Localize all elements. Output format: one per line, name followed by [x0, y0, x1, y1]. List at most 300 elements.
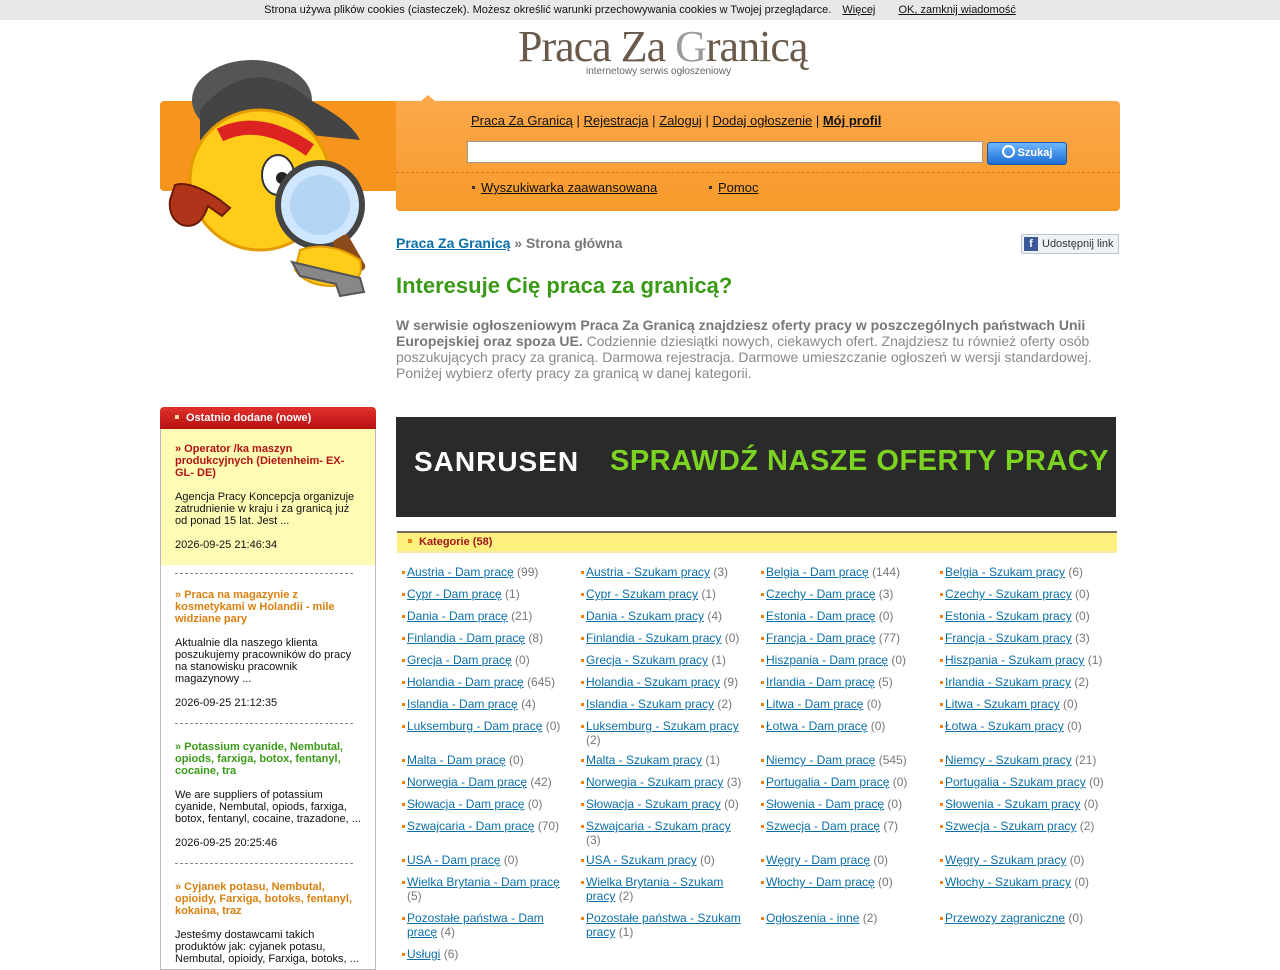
category-item: [766, 653, 931, 667]
category-count: (3): [713, 565, 729, 579]
category-count: (0): [878, 875, 893, 889]
category-item: [586, 631, 748, 645]
bullet-icon: [581, 725, 584, 728]
category-link[interactable]: Hiszpania - Szukam pracy: [945, 653, 1085, 667]
bullet-icon: [402, 615, 405, 618]
breadcrumb-current: » Strona główna: [514, 235, 623, 251]
category-count: (2): [862, 911, 878, 925]
banner-cta: SPRAWDŹ NASZE OFERTY PRACY: [610, 445, 1110, 477]
bullet-icon: [761, 703, 764, 706]
header-divider: [396, 172, 1120, 173]
bullet-icon: [402, 759, 405, 762]
recent-post-date: 2026-09-25 20:25:46: [175, 837, 278, 849]
category-link[interactable]: Niemcy - Szukam pracy: [945, 753, 1072, 767]
category-count: (0): [724, 797, 739, 811]
category-count: (3): [726, 775, 742, 789]
category-link[interactable]: Ogłoszenia - inne: [766, 911, 860, 925]
category-count: (21): [511, 609, 533, 623]
category-item: [586, 719, 748, 747]
category-count: (0): [870, 719, 886, 733]
category-item: [766, 609, 931, 623]
category-item: [945, 797, 1115, 811]
category-link[interactable]: Słowacja - Szukam pracy: [586, 797, 721, 811]
category-count: (0): [866, 697, 882, 711]
bullet-icon: [761, 781, 764, 784]
category-item: [407, 911, 572, 939]
category-count: (144): [872, 565, 901, 579]
category-link[interactable]: Francja - Szukam pracy: [945, 631, 1072, 645]
category-count: (2): [586, 733, 601, 747]
category-item: [586, 609, 748, 623]
category-count: (0): [545, 719, 561, 733]
category-item: [945, 819, 1115, 833]
category-link[interactable]: Węgry - Szukam pracy: [945, 853, 1067, 867]
category-count: (0): [1083, 797, 1099, 811]
category-count: (1): [705, 753, 721, 767]
bullet-icon: [402, 593, 405, 596]
category-link[interactable]: Węgry - Dam pracę: [766, 853, 871, 867]
category-link[interactable]: Dania - Szukam pracy: [586, 609, 705, 623]
category-item: [766, 853, 931, 867]
bullet-icon: [581, 637, 584, 640]
category-item: [766, 697, 931, 711]
category-item: [945, 587, 1115, 601]
category-count: (3): [878, 587, 894, 601]
recent-post-title[interactable]: » Praca na magazynie z kosmetykami w Holandii - mile widziane pary: [175, 589, 335, 625]
category-count: (42): [530, 775, 552, 789]
breadcrumb: [396, 235, 622, 251]
logo-part2: G: [675, 22, 706, 71]
category-item: [766, 631, 931, 645]
category-link[interactable]: Wielka Brytania - Dam pracę: [407, 875, 560, 889]
category-count: (70): [537, 819, 560, 833]
bullet-icon: [472, 186, 475, 189]
category-item: [766, 911, 931, 925]
category-count: (2): [1074, 675, 1090, 689]
cookie-bar: [0, 0, 1280, 20]
category-link[interactable]: Norwegia - Szukam pracy: [586, 775, 724, 789]
category-count: (9): [723, 675, 739, 689]
category-count: (0): [878, 609, 894, 623]
banner-brand: SANRUSEN: [414, 446, 580, 477]
category-item: [407, 875, 572, 903]
category-link[interactable]: Przewozy zagraniczne: [945, 911, 1066, 925]
bullet-icon: [709, 186, 712, 189]
nav-separator: |: [705, 113, 709, 128]
category-item: [766, 797, 931, 811]
bullet-icon: [402, 637, 405, 640]
category-count: (0): [515, 653, 530, 667]
recent-post[interactable]: [161, 429, 375, 565]
bullet-icon: [581, 825, 584, 828]
category-link[interactable]: Hiszpania - Dam pracę: [766, 653, 889, 667]
category-item: [766, 753, 931, 767]
category-count: (4): [521, 697, 536, 711]
nav-separator: |: [652, 113, 656, 128]
logo-title: [518, 24, 818, 70]
share-link-button[interactable]: [1021, 234, 1119, 254]
category-count: (2): [618, 889, 634, 903]
categories-header: [397, 531, 1117, 553]
category-item: [766, 875, 931, 889]
recent-post-date: 2026-09-25 21:12:35: [175, 697, 278, 709]
category-item: [586, 587, 748, 601]
category-item: [945, 631, 1115, 645]
bullet-icon: [402, 725, 405, 728]
category-count: (7): [883, 819, 899, 833]
category-link[interactable]: Malta - Szukam pracy: [586, 753, 703, 767]
category-count: (1): [701, 587, 717, 601]
category-item: [407, 587, 572, 601]
category-item: [945, 609, 1115, 623]
category-link[interactable]: Wielka Brytania - Szukam pracy: [586, 875, 724, 903]
category-link[interactable]: Estonia - Dam pracę: [766, 609, 876, 623]
category-item: [766, 719, 931, 733]
bullet-icon: [402, 825, 405, 828]
category-count: (0): [724, 631, 740, 645]
category-item: [407, 697, 572, 711]
category-link[interactable]: Czechy - Dam pracę: [766, 587, 876, 601]
search-button[interactable]: [987, 142, 1067, 165]
category-link[interactable]: Austria - Szukam pracy: [586, 565, 711, 579]
recent-post[interactable]: [161, 574, 375, 723]
category-item: [407, 565, 572, 579]
search-button-label: Szukaj: [1017, 147, 1053, 159]
category-link[interactable]: Szwajcaria - Dam pracę: [407, 819, 535, 833]
bullet-icon: [402, 917, 405, 920]
recent-post-date: 2026-09-25 21:46:34: [175, 539, 278, 551]
category-link[interactable]: Niemcy - Dam pracę: [766, 753, 876, 767]
category-link[interactable]: USA - Szukam pracy: [586, 853, 697, 867]
category-link[interactable]: Austria - Dam pracę: [407, 565, 514, 579]
category-item: [586, 853, 748, 867]
category-count: (0): [892, 775, 908, 789]
recent-posts-header: [160, 407, 376, 429]
bullet-icon: [940, 571, 943, 574]
category-link[interactable]: Luksemburg - Dam pracę: [407, 719, 543, 733]
bullet-icon: [402, 571, 405, 574]
category-item: [407, 653, 572, 667]
category-link[interactable]: Słowenia - Dam pracę: [766, 797, 885, 811]
category-link[interactable]: Szwajcaria - Szukam pracy: [586, 819, 731, 833]
category-item: [586, 911, 748, 939]
bullet-icon: [761, 571, 764, 574]
category-link[interactable]: Irlandia - Szukam pracy: [945, 675, 1072, 689]
bullet-icon: [402, 703, 405, 706]
category-link[interactable]: Słowacja - Dam pracę: [407, 797, 525, 811]
category-link[interactable]: Portugalia - Szukam pracy: [945, 775, 1086, 789]
bullet-icon: [940, 759, 943, 762]
bullet-icon: [761, 681, 764, 684]
bullet-icon: [581, 917, 584, 920]
category-link[interactable]: Islandia - Szukam pracy: [586, 697, 715, 711]
bullet-icon: [761, 759, 764, 762]
category-count: (3): [1075, 631, 1090, 645]
recent-posts-title: Ostatnio dodane (nowe): [186, 412, 312, 424]
bullet-icon: [402, 681, 405, 684]
category-item: [586, 653, 748, 667]
category-count: (5): [878, 675, 893, 689]
category-link[interactable]: Szwecja - Dam pracę: [766, 819, 881, 833]
category-link[interactable]: Holandia - Dam pracę: [407, 675, 524, 689]
category-count: (0): [887, 797, 903, 811]
help-link[interactable]: Pomoc: [718, 180, 759, 195]
category-item: [586, 697, 748, 711]
bullet-icon: [581, 859, 584, 862]
category-item: [945, 653, 1115, 667]
bullet-icon: [761, 637, 764, 640]
cookie-ok-link[interactable]: OK, zamknij wiadomość: [898, 4, 1016, 16]
recent-post-desc: Agencja Pracy Koncepcja organizuje zatrudnienie w kraju i za granicą już od ponad 15 lat. Jest ...: [175, 491, 355, 527]
bullet-icon: [761, 803, 764, 806]
advanced-search-link[interactable]: Wyszukiwarka zaawansowana: [481, 180, 658, 195]
bullet-icon: [581, 703, 584, 706]
bullet-icon: [940, 637, 943, 640]
category-link[interactable]: Cypr - Dam pracę: [407, 587, 502, 601]
recent-post-title[interactable]: » Cyjanek potasu, Nembutal, opioidy, Farxiga, botoks, fentanyl, kokaina, traz: [175, 881, 353, 917]
category-item: [407, 853, 572, 867]
breadcrumb-home-link[interactable]: Praca Za Granicą: [396, 235, 511, 251]
category-count: (0): [891, 653, 907, 667]
help-item: [709, 180, 758, 195]
category-link[interactable]: Holandia - Szukam pracy: [586, 675, 721, 689]
logo-subtitle: internetowy serwis ogłoszeniowy: [586, 66, 732, 77]
category-item: [945, 697, 1115, 711]
category-item: [586, 875, 748, 903]
category-link[interactable]: Grecja - Dam pracę: [407, 653, 512, 667]
category-count: (77): [878, 631, 901, 645]
advanced-search-item: [472, 180, 657, 195]
category-link[interactable]: Czechy - Szukam pracy: [945, 587, 1072, 601]
category-item: [407, 609, 572, 623]
category-count: (8): [528, 631, 544, 645]
intro-text: [396, 317, 1116, 381]
category-link[interactable]: Litwa - Dam pracę: [766, 697, 864, 711]
bullet-icon: [581, 681, 584, 684]
logo-part3: ranicą: [705, 22, 808, 71]
nav-home-link[interactable]: Praca Za Granicą: [471, 113, 573, 128]
bullet-icon: [581, 759, 584, 762]
nav-separator: |: [815, 113, 820, 128]
page-title: Interesuje Cię praca za granicą?: [396, 273, 733, 298]
category-item: [766, 819, 931, 833]
category-item: [407, 797, 572, 811]
category-link[interactable]: Cypr - Szukam pracy: [586, 587, 699, 601]
category-item: [945, 753, 1115, 767]
category-count: (3): [586, 833, 601, 847]
category-count: (0): [700, 853, 715, 867]
bullet-icon: [761, 859, 764, 862]
recent-post[interactable]: [161, 724, 375, 863]
search-icon: [1002, 145, 1015, 158]
search-input[interactable]: [467, 141, 983, 163]
category-count: (0): [1067, 719, 1082, 733]
recent-post-title[interactable]: » Potassium cyanide, Nembutal, opiods, farxiga, botox, fentanyl, cocaine, tra: [175, 741, 344, 777]
category-link[interactable]: Belgia - Dam pracę: [766, 565, 869, 579]
category-count: (0): [1074, 875, 1090, 889]
bullet-icon: [940, 781, 943, 784]
recent-post-desc: Aktualnie dla naszego klienta poszukujemy pracowników do pracy na stanowisku pracownik magazynowy ...: [175, 637, 352, 685]
category-item: [407, 675, 572, 689]
category-link[interactable]: Grecja - Szukam pracy: [586, 653, 709, 667]
category-link[interactable]: Estonia - Szukam pracy: [945, 609, 1072, 623]
category-link[interactable]: Włochy - Dam pracę: [766, 875, 875, 889]
nav-add-listing-link[interactable]: Dodaj ogłoszenie: [712, 113, 813, 128]
category-link[interactable]: Luksemburg - Szukam pracy: [586, 719, 739, 733]
nav-register-link[interactable]: Rejestracja: [583, 113, 649, 128]
recent-post-desc: Jesteśmy dostawcami takich produktów jak: cyjanek potasu, Nembutal, opioidy, Farxiga, botoks, ...: [175, 929, 359, 965]
bullet-icon: [581, 881, 584, 884]
category-link[interactable]: Litwa - Szukam pracy: [945, 697, 1060, 711]
logo-part1: Praca Za: [518, 22, 676, 71]
category-link[interactable]: USA - Dam pracę: [407, 853, 501, 867]
category-item: [945, 875, 1115, 889]
bullet-icon: [940, 615, 943, 618]
category-item: [407, 631, 572, 645]
bullet-icon: [581, 615, 584, 618]
category-item: [945, 853, 1115, 867]
site-logo[interactable]: [518, 24, 818, 80]
facebook-icon: f: [1024, 237, 1038, 251]
category-item: [766, 587, 931, 601]
category-link[interactable]: Islandia - Dam pracę: [407, 697, 518, 711]
category-item: [407, 947, 572, 961]
bullet-icon: [940, 681, 943, 684]
category-count: (6): [443, 947, 459, 961]
category-item: [586, 797, 748, 811]
category-count: (545): [878, 753, 907, 767]
category-link[interactable]: Irlandia - Dam pracę: [766, 675, 875, 689]
top-nav: [471, 113, 881, 128]
category-link[interactable]: Łotwa - Szukam pracy: [945, 719, 1064, 733]
bullet-icon: [402, 781, 405, 784]
cookie-more-link[interactable]: Więcej: [842, 4, 876, 16]
category-count: (0): [527, 797, 543, 811]
bullet-icon: [402, 881, 405, 884]
category-link[interactable]: Pozostałe państwa - Dam pracę: [407, 911, 544, 939]
category-link[interactable]: Finlandia - Dam pracę: [407, 631, 526, 645]
category-link[interactable]: Usługi: [407, 947, 441, 961]
bullet-icon: [761, 725, 764, 728]
category-link[interactable]: Słowenia - Szukam pracy: [945, 797, 1081, 811]
bullet-icon: [761, 615, 764, 618]
recent-post-desc: We are suppliers of potassium cyanide, Nembutal, opiods, farxiga, botox, fentanyl, cocaine, trazadone, ...: [175, 789, 361, 825]
category-item: [586, 775, 748, 789]
category-count: (2): [717, 697, 733, 711]
category-item: [945, 775, 1115, 789]
category-link[interactable]: Francja - Dam pracę: [766, 631, 876, 645]
bullet-icon: [761, 659, 764, 662]
category-count: (0): [873, 853, 889, 867]
bullet-icon: [940, 917, 943, 920]
header-panel: [396, 101, 1120, 211]
nav-login-link[interactable]: Zaloguj: [659, 113, 702, 128]
category-item: [945, 719, 1115, 733]
bullet-icon: [940, 659, 943, 662]
category-count: (0): [1075, 587, 1090, 601]
recent-posts-list: [160, 429, 376, 970]
category-item: [586, 819, 748, 847]
category-item: [407, 753, 572, 767]
category-link[interactable]: Norwegia - Dam pracę: [407, 775, 528, 789]
bullet-icon: [402, 859, 405, 862]
category-link[interactable]: Szwecja - Szukam pracy: [945, 819, 1077, 833]
category-count: (0): [509, 753, 524, 767]
category-item: [766, 775, 931, 789]
nav-profile-link[interactable]: Mój profil: [822, 113, 882, 128]
bullet-icon: [408, 539, 412, 543]
bullet-icon: [940, 825, 943, 828]
category-link[interactable]: Pozostałe państwa - Szukam pracy: [586, 911, 741, 939]
bullet-icon: [581, 803, 584, 806]
bullet-icon: [581, 781, 584, 784]
category-count: (99): [517, 565, 539, 579]
bullet-icon: [940, 881, 943, 884]
category-count: (1): [1087, 653, 1103, 667]
category-count: (0): [1089, 775, 1104, 789]
category-count: (21): [1075, 753, 1097, 767]
categories-title: Kategorie (58): [419, 536, 493, 548]
bullet-icon: [581, 659, 584, 662]
bullet-icon: [940, 803, 943, 806]
category-count: (0): [1069, 853, 1085, 867]
category-count: (0): [503, 853, 519, 867]
sanrusen-banner[interactable]: [396, 417, 1116, 517]
category-link[interactable]: Belgia - Szukam pracy: [945, 565, 1066, 579]
category-item: [586, 753, 748, 767]
category-item: [945, 675, 1115, 689]
category-count: (5): [407, 889, 422, 903]
category-link[interactable]: Malta - Dam pracę: [407, 753, 506, 767]
bullet-icon: [940, 593, 943, 596]
category-item: [766, 565, 931, 579]
category-count: (0): [1068, 911, 1084, 925]
bullet-icon: [761, 881, 764, 884]
bullet-icon: [761, 593, 764, 596]
category-item: [586, 565, 748, 579]
category-item: [407, 819, 572, 833]
category-item: [407, 719, 572, 733]
category-item: [407, 775, 572, 789]
recent-post-title[interactable]: » Operator /ka maszyn produkcyjnych (Dietenheim- EX-GL- DE): [175, 443, 345, 479]
bullet-icon: [761, 825, 764, 828]
bullet-icon: [581, 571, 584, 574]
category-item: [945, 911, 1115, 925]
category-link[interactable]: Finlandia - Szukam pracy: [586, 631, 722, 645]
bullet-icon: [940, 859, 943, 862]
bullet-icon: [402, 953, 405, 956]
bullet-icon: [761, 917, 764, 920]
category-count: (1): [618, 925, 634, 939]
category-count: (1): [505, 587, 520, 601]
category-link[interactable]: Dania - Dam pracę: [407, 609, 508, 623]
category-item: [766, 675, 931, 689]
category-count: (4): [440, 925, 456, 939]
category-count: (0): [1075, 609, 1090, 623]
category-link[interactable]: Łotwa - Dam pracę: [766, 719, 868, 733]
category-item: [945, 565, 1115, 579]
bullet-icon: [581, 593, 584, 596]
category-link[interactable]: Portugalia - Dam pracę: [766, 775, 890, 789]
share-link-label: Udostępnij link: [1042, 238, 1114, 250]
detective-mascot-image: [160, 40, 396, 340]
category-link[interactable]: Włochy - Szukam pracy: [945, 875, 1072, 889]
recent-post[interactable]: [161, 864, 375, 965]
category-item: [586, 675, 748, 689]
category-count: (1): [711, 653, 727, 667]
category-count: (645): [527, 675, 556, 689]
intro-rest: Codziennie dziesiątki nowych, ciekawych ofert. Znajdziesz tu również oferty osób poszukujących pracy za granicą. Darmowa rejestracja. Darmowe umieszczanie ogłoszeń w wersji standardowej. Poniżej wybierz oferty pracy za granicą w danej kategorii.: [396, 333, 1092, 381]
